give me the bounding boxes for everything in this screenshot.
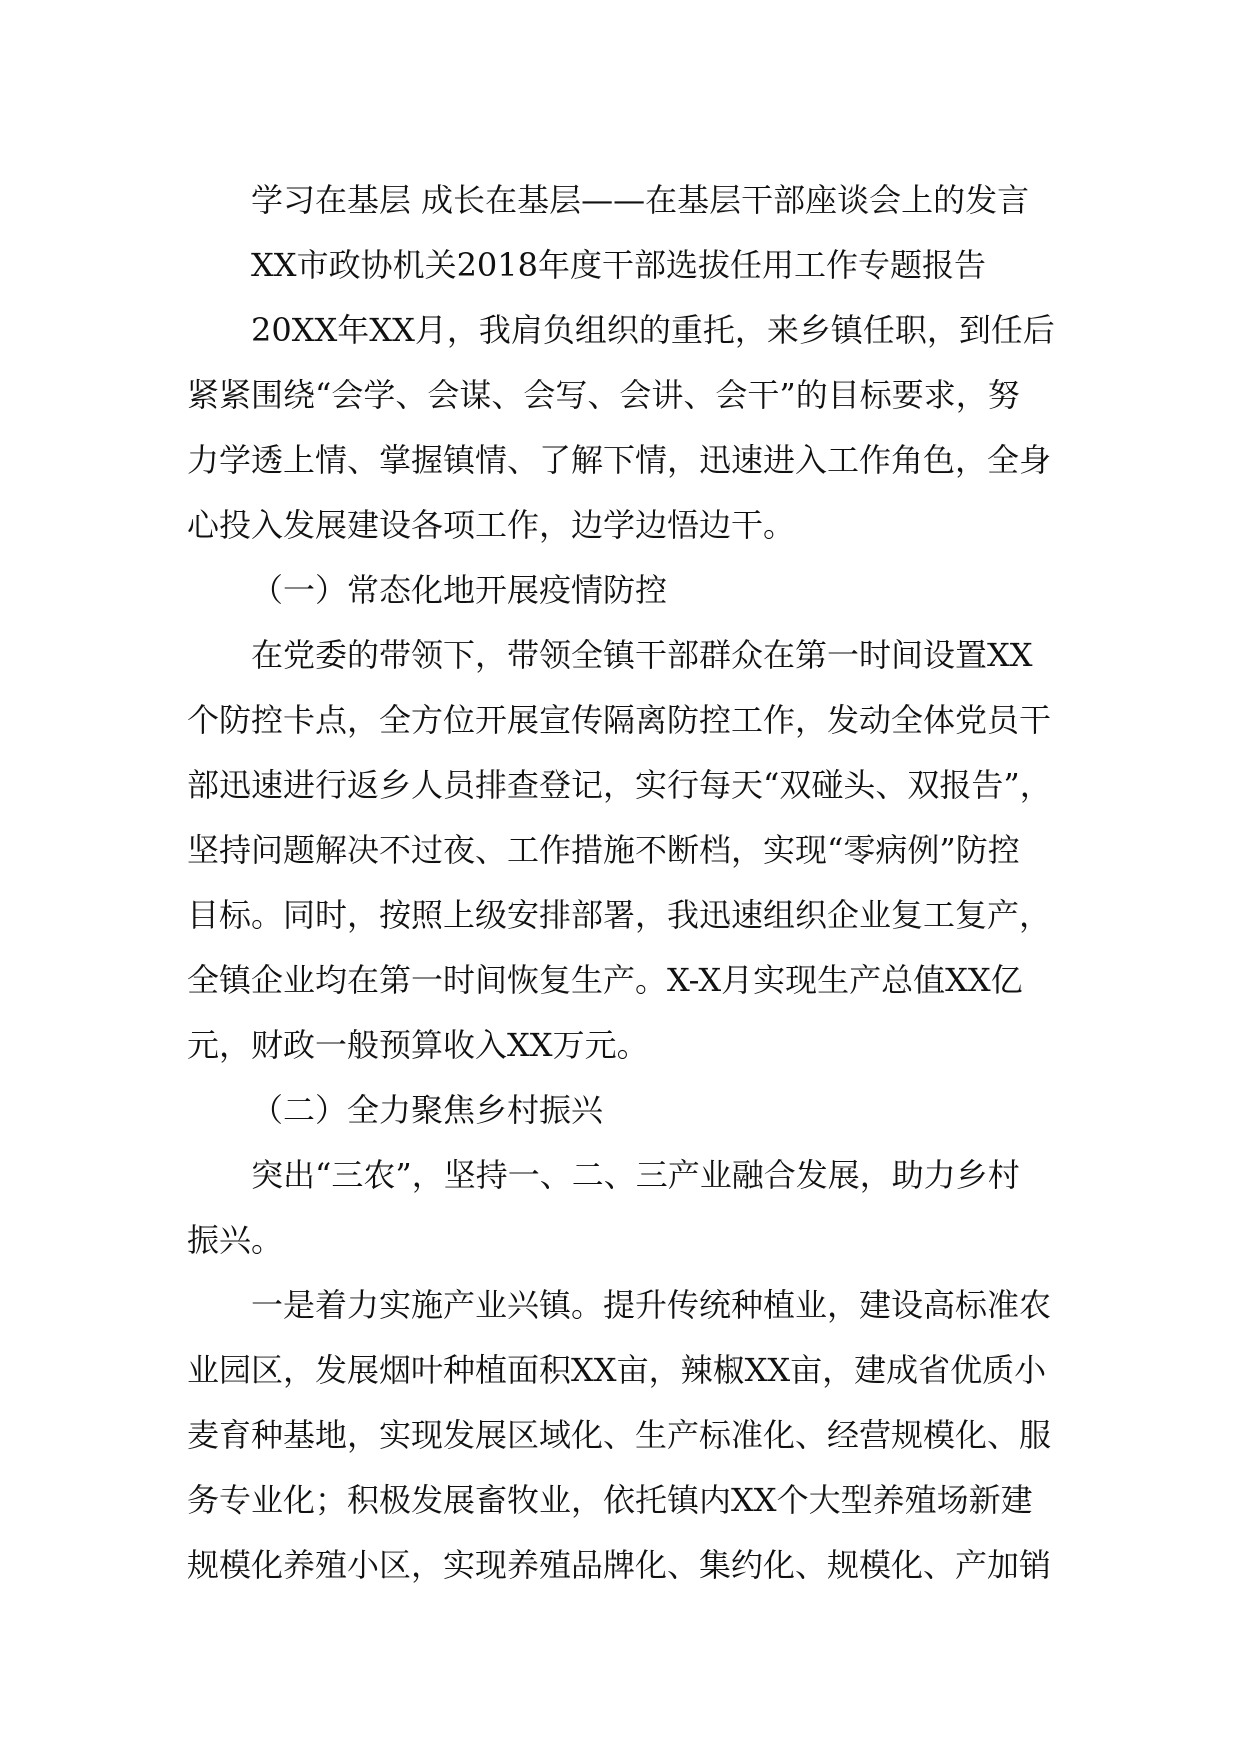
paragraph-line: 元，财政一般预算收入XX万元。: [187, 1026, 649, 1064]
section-heading-1: （一）常态化地开展疫情防控: [251, 571, 668, 609]
paragraph-line: 突出“三农”，坚持一、二、三产业融合发展，助力乡村: [251, 1156, 1020, 1194]
paragraph-line: 一是着力实施产业兴镇。提升传统种植业，建设高标准农: [251, 1286, 1052, 1324]
document-body: [187, 168, 1057, 1598]
paragraph-line: 麦育种基地，实现发展区域化、生产标准化、经营规模化、服: [187, 1416, 1052, 1454]
paragraph-line: 部迅速进行返乡人员排查登记，实行每天“双碰头、双报告”，: [187, 766, 1052, 804]
section-heading-2: （二）全力聚焦乡村振兴: [251, 1091, 604, 1129]
heading-speech-title: 学习在基层 成长在基层——在基层干部座谈会上的发言: [251, 181, 1030, 219]
paragraph-line: 目标。同时，按照上级安排部署，我迅速组织企业复工复产，: [187, 896, 1052, 934]
paragraph-line: 规模化养殖小区，实现养殖品牌化、集约化、规模化、产加销: [187, 1546, 1052, 1584]
paragraph-line: 20XX年XX月，我肩负组织的重托，来乡镇任职，到任后: [251, 311, 1055, 349]
paragraph-line: 在党委的带领下，带领全镇干部群众在第一时间设置XX: [251, 636, 1033, 674]
paragraph-line: 业园区，发展烟叶种植面积XX亩，辣椒XX亩，建成省优质小: [187, 1351, 1047, 1389]
paragraph-line: 心投入发展建设各项工作，边学边悟边干。: [187, 506, 796, 544]
paragraph-line: 全镇企业均在第一时间恢复生产。X-X月实现生产总值XX亿: [187, 961, 1023, 999]
heading-report-title: XX市政协机关2018年度干部选拔任用工作专题报告: [251, 246, 987, 284]
paragraph-line: 个防控卡点，全方位开展宣传隔离防控工作，发动全体党员干: [187, 701, 1052, 739]
paragraph-line: 紧紧围绕“会学、会谋、会写、会讲、会干”的目标要求，努: [187, 376, 1020, 414]
paragraph-line: 坚持问题解决不过夜、工作措施不断档，实现“零病例”防控: [187, 831, 1020, 869]
paragraph-line: 振兴。: [187, 1221, 284, 1259]
paragraph-line: 务专业化；积极发展畜牧业，依托镇内XX个大型养殖场新建: [187, 1481, 1033, 1519]
paragraph-line: 力学透上情、掌握镇情、了解下情，迅速进入工作角色，全身: [187, 441, 1052, 479]
